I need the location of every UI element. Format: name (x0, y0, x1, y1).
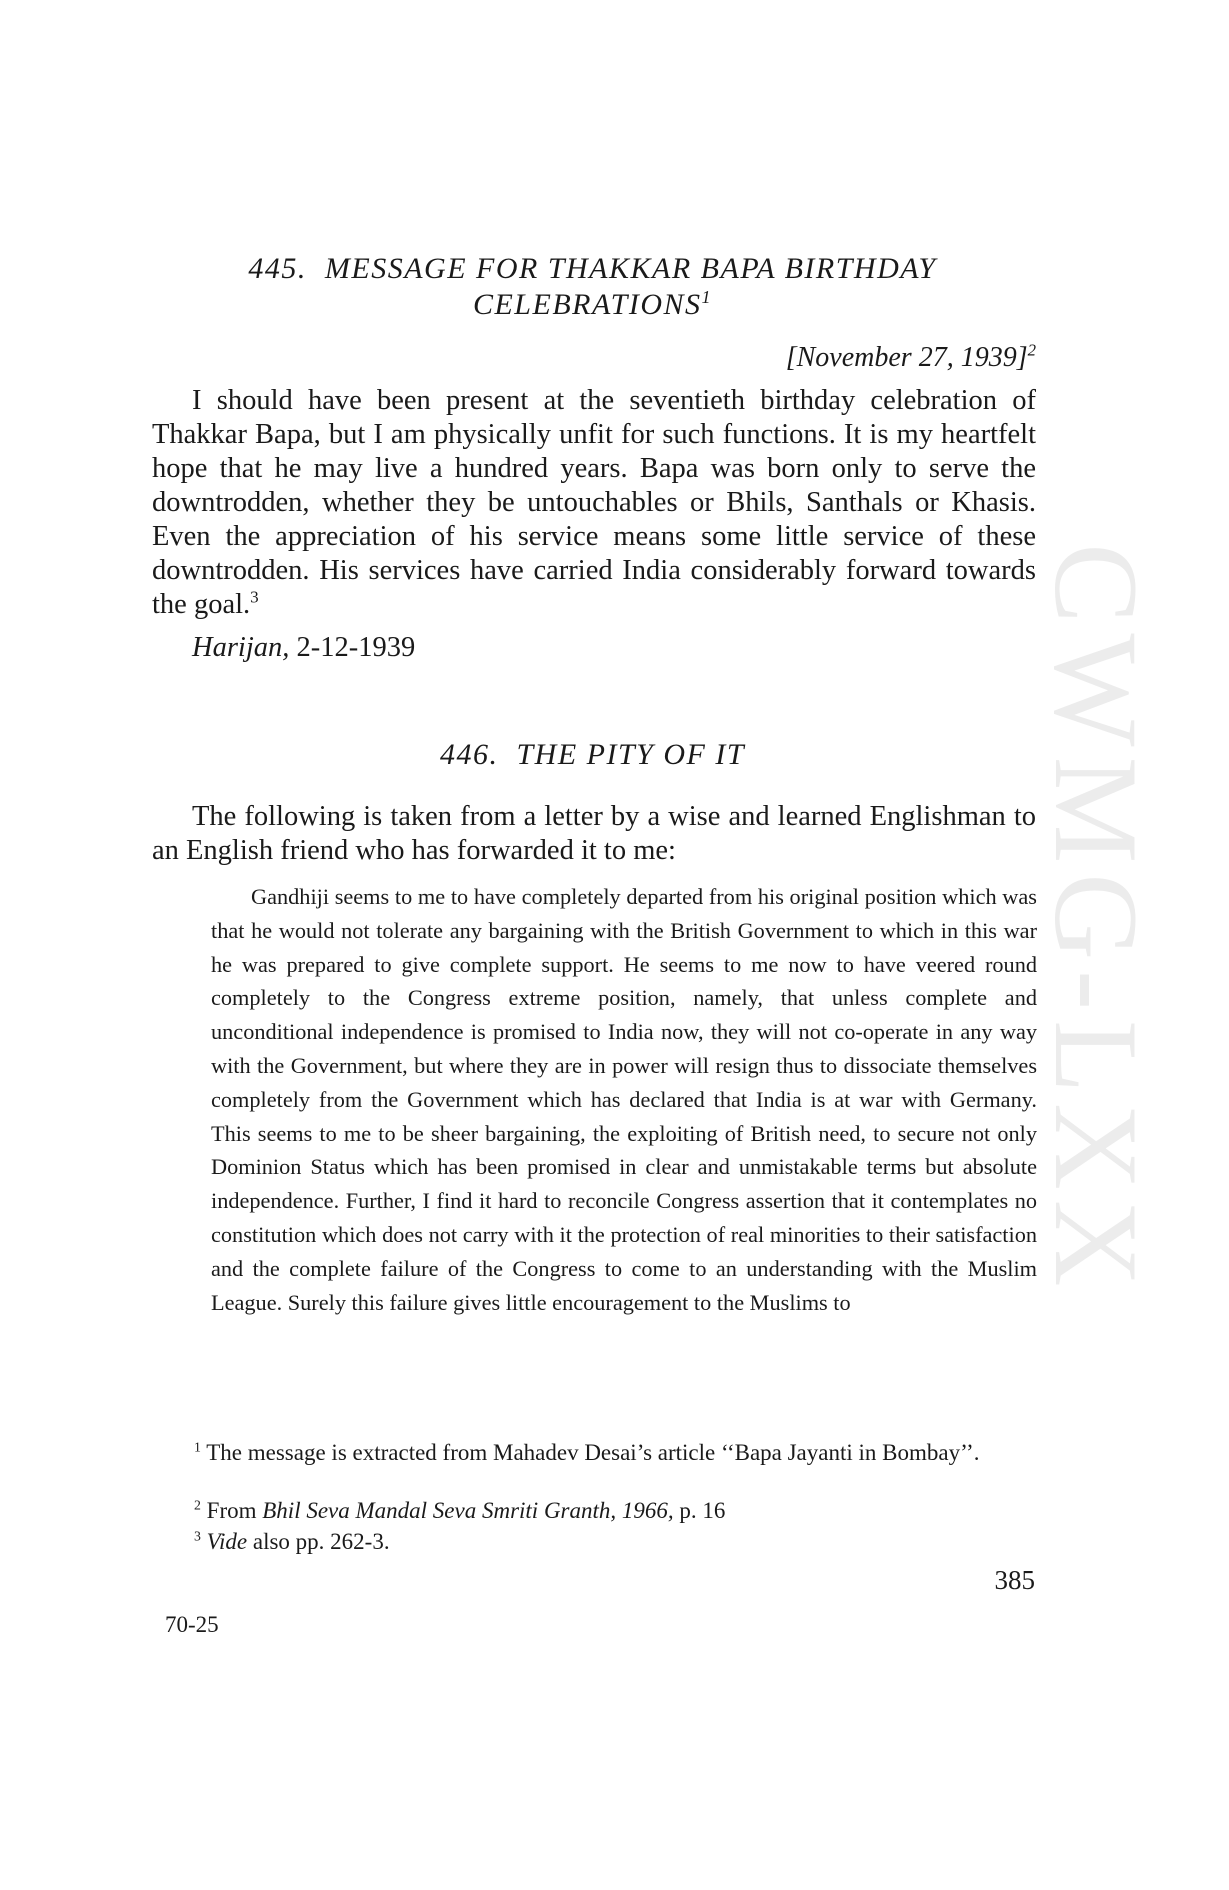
article-445-title-line2 (150, 288, 1035, 322)
article-445-date: [November 27, 1939]$^2$ (785, 340, 1036, 373)
footnote-1-text: The message is extracted from Mahadev Desai’s article ‘‘Bapa Jayanti in Bombay’’. (206, 1440, 980, 1465)
article-445-title-line1 (150, 252, 1035, 286)
watermark: CWMG-LXX (1030, 543, 1163, 1297)
footnote-ref-1: 1 (701, 287, 713, 307)
article-446-quoted-letter: Gandhiji seems to me to have completely departed from his original position which was that he would not tolerate any bargaining with the British Government to which in this war he was prepared to give complete support. He seems to me now to have veered round completely to the Congress extreme position, namely, that unless complete and unconditional independence is promised to India now, they will not co-operate in any way with the Government, but where they are in power will resign thus to dissociate themselves completely from the Government which has declared that India is at war with Germany. This seems to me to be sheer bargaining, the exploiting of British need, to secure not only Dominion Status which has been promised in clear and unmistakable terms but absolute independence. Further, I find it hard to reconcile Congress assertion that it contemplates no constitution which does not carry with it the protection of real minorities to their satisfaction and the complete failure of the Congress to come to an understanding with the Muslim League. Surely this failure gives little encouragement to the Muslims to (211, 884, 1037, 1315)
source-date: 2-12-1939 (296, 632, 416, 663)
article-446-number: 446. (439, 738, 499, 771)
footnote-3: $^3$ Vide also pp. 262-3. (194, 1528, 390, 1554)
footnote-1 (152, 1438, 1036, 1468)
article-445-source (192, 632, 415, 664)
article-445-title-text: MESSAGE FOR THAKKAR BAPA BIRTHDAY (324, 252, 937, 285)
source-publication: Harijan, (192, 632, 290, 663)
footnote-2: $^2$ From Bhil Seva Mandal Seva Smriti Granth, 1966, p. 16 (194, 1497, 726, 1523)
footnote-ref-2: 2 (1027, 340, 1036, 360)
article-445-number: 445. (248, 252, 307, 285)
article-446-intro: The following is taken from a letter by a wise and learned Englishman to an English friend who has forwarded it to me: (152, 801, 1036, 866)
article-446-title-text: THE PITY OF IT (516, 738, 746, 771)
footnote-2-title: Bhil Seva Mandal Seva Smriti Granth, 1966, (262, 1498, 674, 1523)
footnote-3-mark: 3 (194, 1528, 201, 1544)
article-446-title (150, 738, 1035, 772)
signature-mark: 70-25 (165, 1612, 219, 1637)
footnote-ref-3: 3 (250, 587, 259, 607)
page-number: 385 (994, 1565, 1035, 1595)
article-445-body: I should have been present at the seventieth birthday celebration of Thakkar Bapa, but I am physically unfit for such functions. It is my heartfelt hope that he may live a hundred years. Bapa was born only to serve the downtrodden, whether they be untouchables or Bhils, Santhals or Khasis. Even the appreciation of his service means some little service of these downtrodden. His services have carried India considerably forward towards the goal.$^3$ (152, 385, 1036, 620)
article-445-title-text-2: CELEBRATIONS (472, 288, 702, 321)
footnote-1-mark: 1 (194, 1439, 201, 1455)
footnote-2-mark: 2 (194, 1497, 201, 1513)
